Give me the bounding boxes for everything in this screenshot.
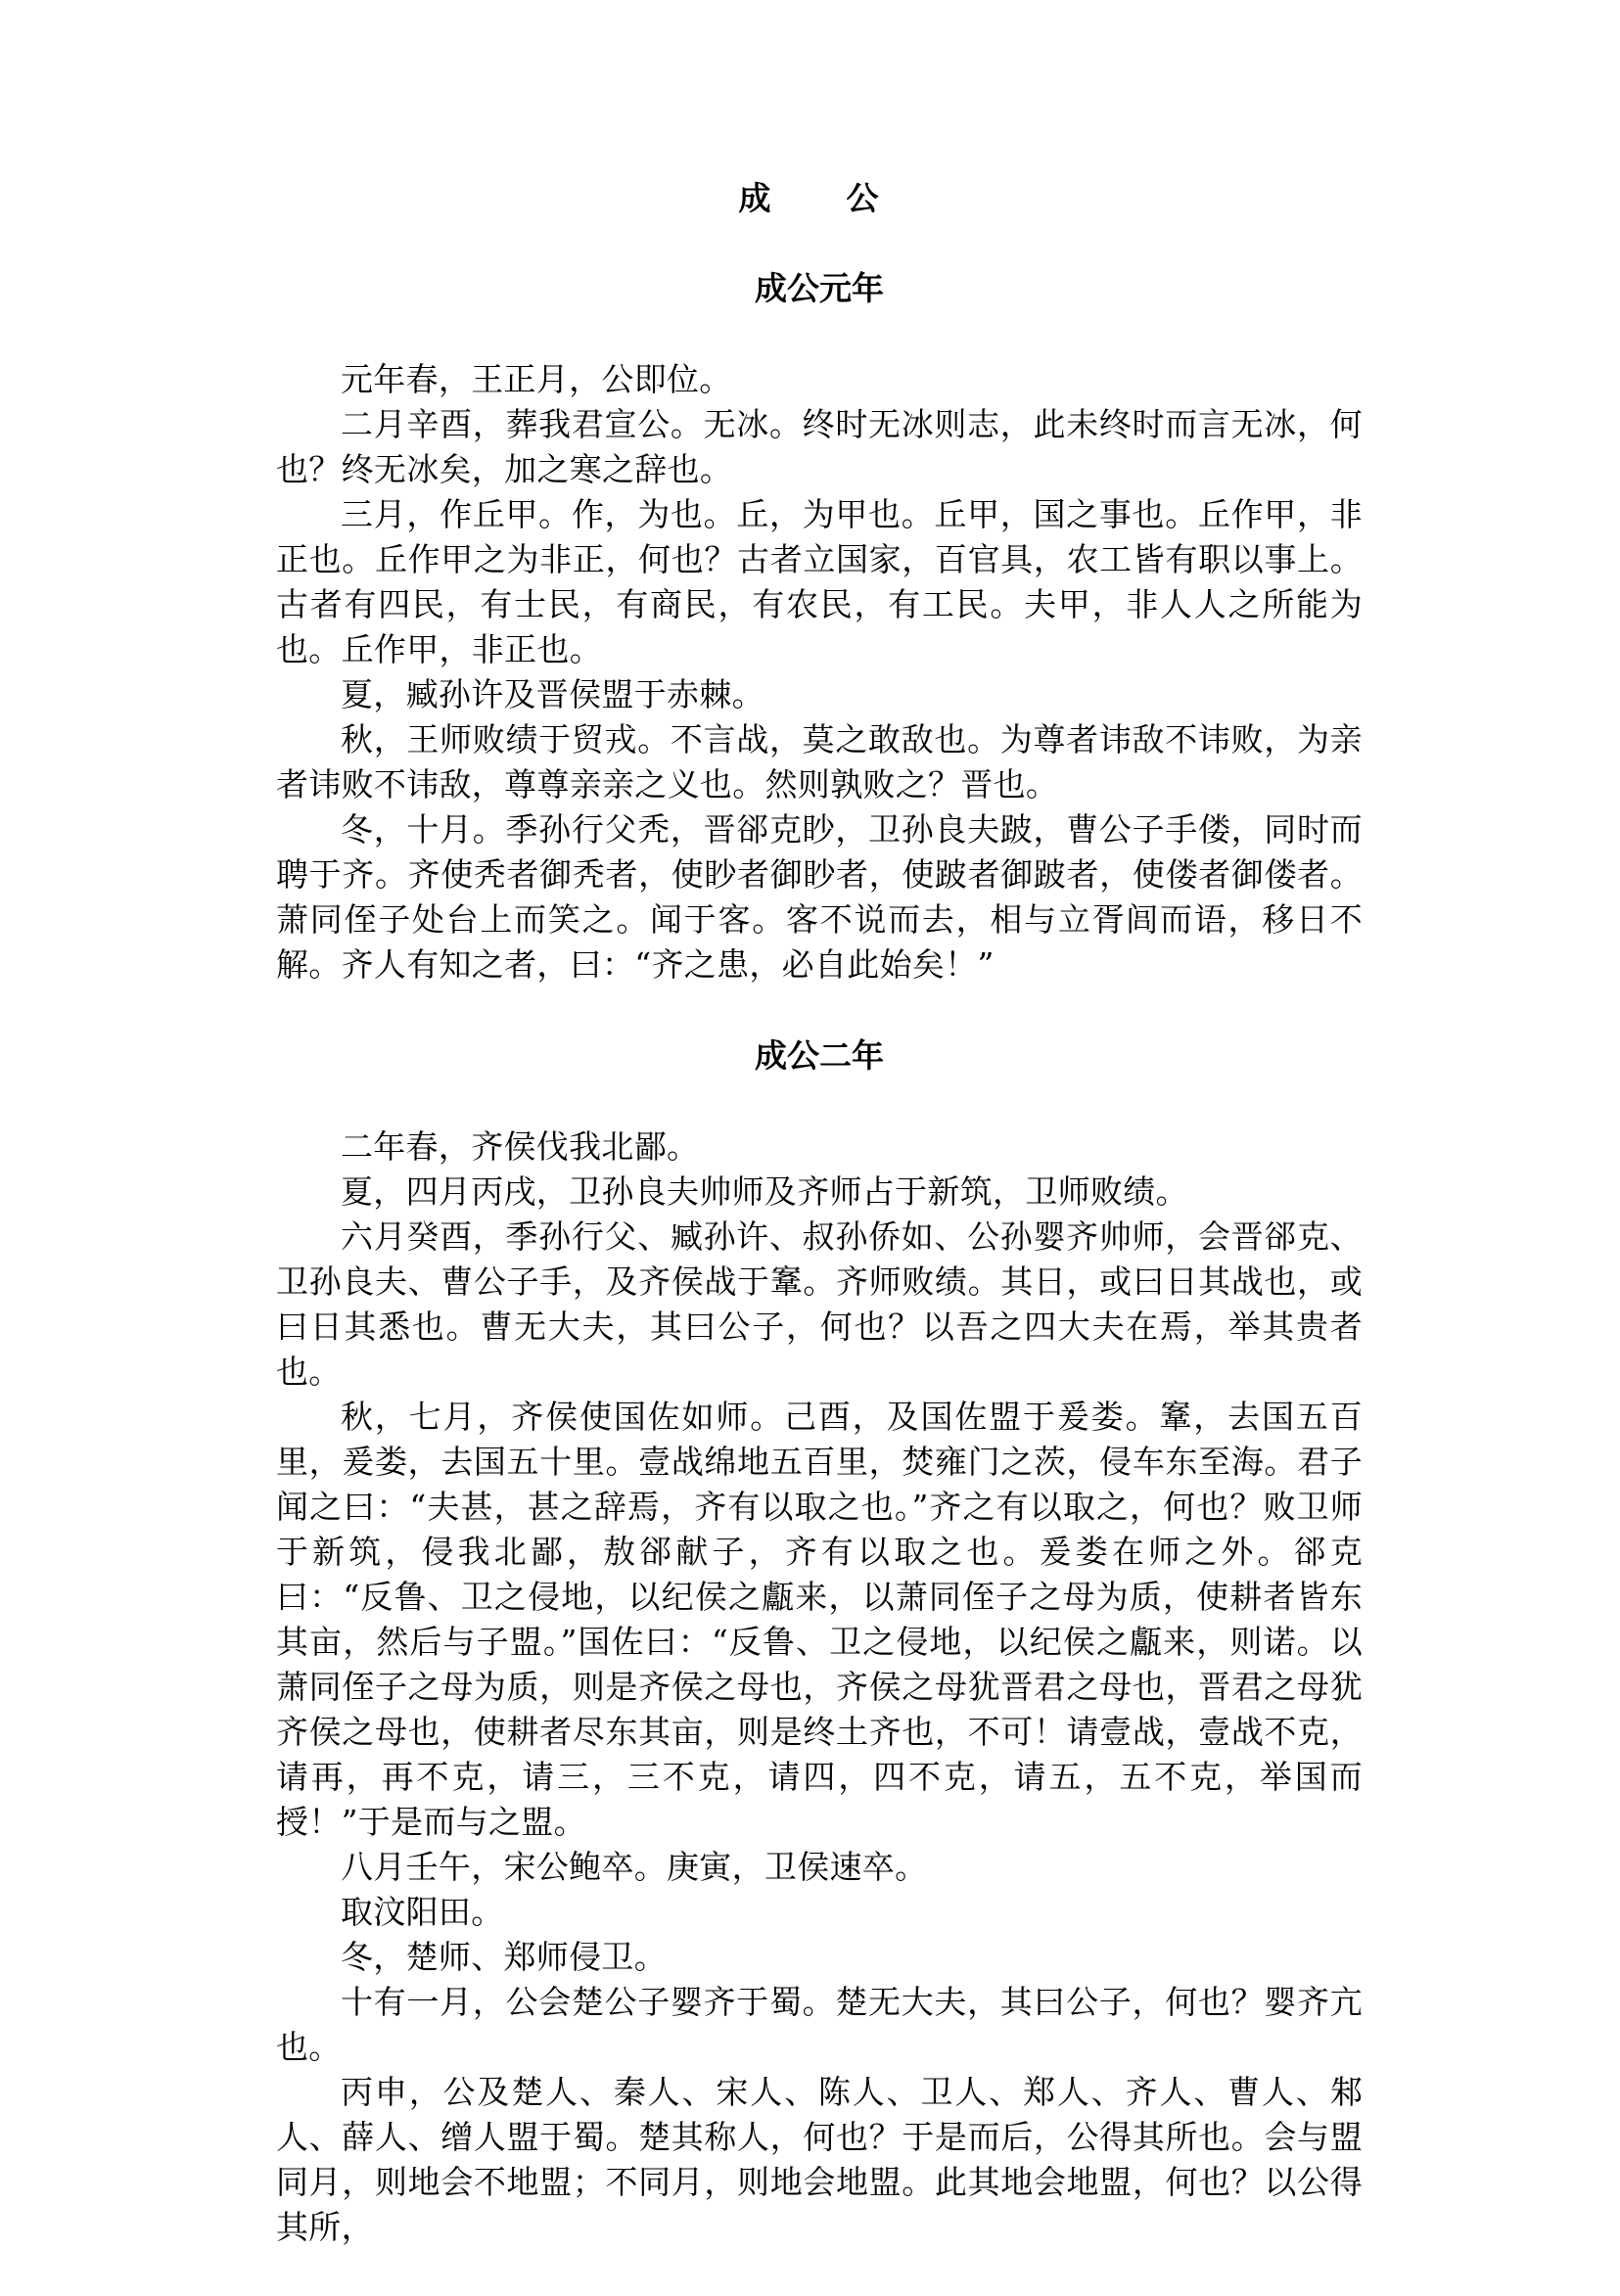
- paragraph: 秋，王师败绩于贸戎。不言战，莫之敢敌也。为尊者讳敌不讳败，为亲者讳败不讳敌，尊尊亲亲之义也。然则孰败之？晋也。: [276, 720, 1363, 804]
- paragraph: 六月癸酉，季孙行父、臧孙许、叔孙侨如、公孙婴齐帅师，会晋郤克、卫孙良夫、曹公子手，及齐侯战于鞌。齐师败绩。其日，或曰日其战也，或曰日其悉也。曹无大夫，其曰公子，何也？以吾之四大夫在焉，举其贵者也。: [276, 1217, 1363, 1391]
- document-title: 成 公: [738, 179, 901, 217]
- section-year-1: [276, 266, 1363, 987]
- paragraph: 丙申，公及楚人、秦人、宋人、陈人、卫人、郑人、齐人、曹人、邾人、薛人、缯人盟于蜀。楚其称人，何也？于是而后，公得其所也。会与盟同月，则地会不地盟；不同月，则地会地盟。此其地会地盟，何也？以公得其所，: [276, 2073, 1363, 2246]
- paragraph: 夏，四月丙戌，卫孙良夫帅师及齐师占于新筑，卫师败绩。: [341, 1172, 1188, 1211]
- paragraph: 八月壬午，宋公鲍卒。庚寅，卫侯速卒。: [341, 1848, 928, 1886]
- paragraph: 取汶阳田。: [341, 1893, 504, 1931]
- paragraph: 二月辛酉，葬我君宣公。无冰。终时无冰则志，此未终时而言无冰，何也？终无冰矣，加之寒之辞也。: [276, 405, 1363, 488]
- paragraph: 冬，楚师、郑师侵卫。: [341, 1938, 667, 1976]
- document-page: [276, 176, 1363, 2296]
- paragraph: 秋，七月，齐侯使国佐如师。己酉，及国佐盟于爰娄。鞌，去国五百里，爰娄，去国五十里。壹战绵地五百里，焚雍门之茨，侵车东至海。君子闻之曰：“夫甚，甚之辞焉，齐有以取之也。”齐之有以取之，何也？败卫师于新筑，侵我北鄙，敖郤献子，齐有以取之也。爰娄在师之外。郤克曰：“反鲁、卫之侵地，以纪侯之甗来，以萧同侄子之母为质，使耕者皆东其亩，然后与子盟。”国佐曰：“反鲁、卫之侵地，以纪侯之甗来，则诺。以萧同侄子之母为质，则是齐侯之母也，齐侯之母犹晋君之母也，晋君之母犹齐侯之母也，使耕者尽东其亩，则是终土齐也，不可！请壹战，壹战不克，请再，再不克，请三，三不克，请四，四不克，请五，五不克，举国而授！”于是而与之盟。: [276, 1398, 1363, 1841]
- section-year-2: [276, 1033, 1363, 2250]
- section-heading: 成公二年: [755, 1036, 884, 1075]
- paragraph: 三月，作丘甲。作，为也。丘，为甲也。丘甲，国之事也。丘作甲，非正也。丘作甲之为非正，何也？古者立国家，百官具，农工皆有职以事上。古者有四民，有士民，有商民，有农民，有工民。夫甲，非人人之所能为也。丘作甲，非正也。: [276, 495, 1363, 668]
- paragraph: 元年春，王正月，公即位。: [341, 360, 732, 398]
- paragraph: 冬，十月。季孙行父秃，晋郤克眇，卫孙良夫跛，曹公子手偻，同时而聘于齐。齐使秃者御秃者，使眇者御眇者，使跛者御跛者，使偻者御偻者。萧同侄子处台上而笑之。闻于客。客不说而去，相与立胥闾而语，移日不解。齐人有知之者，曰：“齐之患，必自此始矣！”: [276, 810, 1363, 984]
- section-heading: 成公元年: [755, 269, 884, 307]
- paragraph: 十有一月，公会楚公子婴齐于蜀。楚无大夫，其曰公子，何也？婴齐亢也。: [276, 1983, 1363, 2066]
- paragraph: 夏，臧孙许及晋侯盟于赤棘。: [341, 675, 764, 713]
- paragraph: 二年春，齐侯伐我北鄙。: [341, 1127, 700, 1166]
